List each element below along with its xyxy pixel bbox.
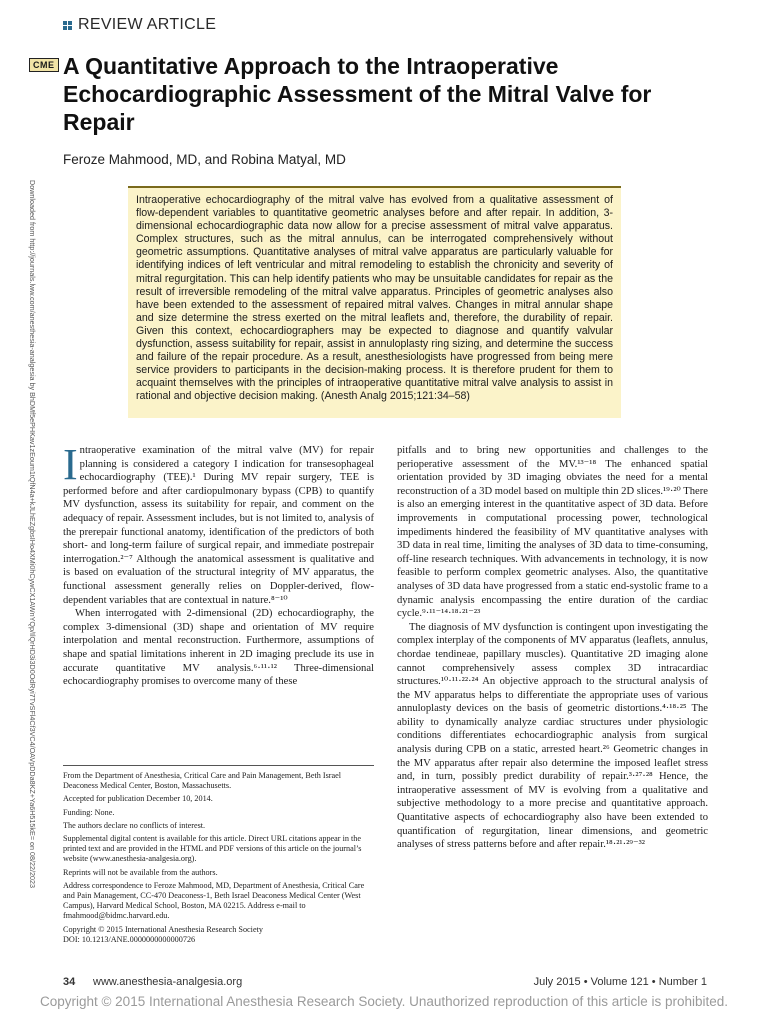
footnote-affiliation: From the Department of Anesthesia, Critical Care and Pain Management, Beth Israel Deaconess Medical Center, Boston, Massachusetts. bbox=[63, 771, 342, 791]
body-text: ntraoperative examination of the mitral valve (MV) for repair planning is considered a category I indication for transesophageal echocardiography (TEE).¹ During MV repair surgery, TEE is performed before and after cardiopulmonary bypass (CPB) to quantify MV dysfunction, assess its suitability for repair, and comment on the adequacy of repair. Assessment includes, but is not limited to, analysis of the prerepair functional anatomy, identification of the predictors of both short- and long-term failure of surgical repair, and immediate postrepair interrogation.²⁻⁷ Although the anatomical assessment is qualitative and is based on evaluation of the structural integrity of MV apparatus, the functional assessment generally relies on Doppler-derived, flow-dependent variables that are contextual in nature.⁸⁻¹⁰ bbox=[63, 445, 374, 606]
body-column-right bbox=[397, 444, 708, 852]
section-label-text: REVIEW ARTICLE bbox=[78, 16, 217, 33]
page-number: 34 bbox=[63, 976, 76, 988]
abstract-citation: (Anesth Analg 2015;121:34–58) bbox=[320, 390, 470, 403]
body-paragraph: When interrogated with 2-dimensional (2D) echocardiography, the complex 3-dimensional (3D) shape and orientation of MV require interpolation and mental reconstruction. Furthermore, assumptions of shape and spatial limitations inherent in 2D imaging preclude its use in accurate quantitative MV analysis.⁶·¹¹·¹² Three-dimensional echocardiography promises to overcome many of these bbox=[63, 608, 374, 688]
body-paragraph: The diagnosis of MV dysfunction is contingent upon investigating the complex interplay of the components of MV apparatus (leaflets, annulus, chordae tendineae, papillary muscles). Quantitative 2D imaging alone cannot comprehensively assess complex 3D intracardiac structures.¹⁰·¹¹·²²·²⁴ An objective approach to the structural analysis of the MV apparatus helps to differentiate the appropriate uses of various annuloplasty devices on the basis of geometric distortions.⁴·¹⁸·²⁵ The ability to dynamically analyze cardiac structures under physiologic conditions differentiates echocardiographic analysis from surgical analysis during CPB on a static, arrested heart.²⁶ Geometric changes in the MV apparatus after repair also determine the imposed leaflet stress and, in turn, possibly predict durability of repair.³·²⁷·²⁸ Hence, the intraoperative assessment of MV is evolving from a qualitative and subjective methodology to a more precise and quantitative approach. Quantitative aspects of echocardiography also have been extended to quantification of regurgitation, linear dimensions, and geometric analyses of stress patterns before and after repair.¹⁸·²¹·²⁹⁻³² bbox=[397, 621, 708, 851]
footnote-doi: DOI: 10.1213/ANE.0000000000000726 bbox=[63, 934, 196, 944]
footnotes bbox=[63, 765, 374, 945]
copyright-banner: Copyright © 2015 International Anesthesia Research Society. Unauthorized reproduction of this article is prohibited. bbox=[39, 994, 729, 1009]
article-title: A Quantitative Approach to the Intraoperative Echocardiographic Assessment of the Mitral Valve for Repair bbox=[63, 53, 652, 135]
section-label bbox=[63, 16, 216, 34]
footnote-correspondence: Address correspondence to Feroze Mahmood, MD, Department of Anesthesia, Critical Care and Pain Management, CC-470 Deaconess-1, Beth Israel Deaconess Medical Center (West Campus), Harvard Medical School, Boston, MA 02215. Address e-mail to fmahmood@bidmc.harvard.edu. bbox=[63, 880, 365, 921]
footnote-conflicts: The authors declare no conflicts of interest. bbox=[63, 820, 206, 830]
footnote-funding: Funding: None. bbox=[63, 807, 115, 817]
issue-info: July 2015 • Volume 121 • Number 1 bbox=[533, 976, 707, 988]
abstract-paragraph bbox=[136, 194, 613, 404]
footnote-accepted: Accepted for publication December 10, 2014. bbox=[63, 794, 213, 804]
download-side-note bbox=[22, 180, 37, 888]
download-side-note-text: Downloaded from http://journals.lww.com/anesthesia-analgesia by BhDMf5ePHKav1zEoum1tQfN4a+kJLhEZgbsIHo4XMi0hCywCX1AWnYQp/IlQrHD3i3D0OdRyi7TvSFl4Cf3VC4/OAVpDDa8KZ+Ya6H515kE= on 08/22/2023 bbox=[28, 180, 37, 888]
abstract-text: Intraoperative echocardiography of the mitral valve has evolved from a qualitative assessment of flow-dependent variables to quantitative geometric analyses before and after repair. In addition, 3-dimensional echocardiographic data now allow for a precise assessment of mitral valve apparatus. Complex structures, such as the mitral annulus, can be interrogated comprehensively without geometric assumptions. Quantitative analyses of mitral valve apparatus are particularly valuable for identifying indices of left ventricular and mitral remodeling to establish the chronicity and severity of mitral regurgitation. This can help identify patients who may be unsuitable candidates for repair as the result of irreversible remodeling of the mitral valve apparatus. Principles of geometric analyses also have been extended to the assessment of repaired mitral valves. Changes in mitral annular shape and size determine the stress exerted on the mitral leaflets and, therefore, the durability of repair. Given this context, echocardiographers may be expected to diagnose and quantify valvular dysfunction, assess suitability for repair, assist in annuloplasty ring sizing, and determine the success and failure of the repair procedure. As a result, anesthesiologists have progressed from being mere service providers to participants in the decision-making process. It is therefore prudent for them to acquaint themselves with the principles of intraoperative quantitative mitral valve analysis to assist in rational and objective decision making. bbox=[136, 194, 613, 403]
cme-badge: CME bbox=[29, 58, 59, 72]
footnote-reprints: Reprints will not be available from the authors. bbox=[63, 867, 218, 877]
body-paragraph bbox=[63, 440, 374, 607]
body-paragraph: pitfalls and to bring new opportunities and challenges to the perioperative assessment of the MV.¹³⁻¹⁸ The enhanced spatial orientation provided by 3D imaging obviates the need for a mental reconstruction of a 3D model based on multiple thin 2D slices.¹⁹·²⁰ There is also an emerging interest in the quantitative aspect of 3D data. Before improvements in computational processing power, technological impediments hindered the feasibility of MV quantitative analyses with 3D data in real time, limiting the analyses of 3D data to time-consuming, off-line research techniques. With advancements in technology, it is now feasible to perform complex geometric analyses. Also, the quantitative analyses of 3D data have progressed from a static end-systolic frame to a dynamic analysis encompassing the entire duration of the cardiac cycle.⁹·¹¹⁻¹⁴·¹⁸·²¹⁻²³ bbox=[397, 445, 708, 620]
body-column-left bbox=[63, 440, 374, 689]
journal-url: www.anesthesia-analgesia.org bbox=[93, 976, 243, 988]
drop-cap: I bbox=[63, 440, 78, 489]
article-authors: Feroze Mahmood, MD, and Robina Matyal, MD bbox=[63, 152, 346, 167]
grid-squares-icon bbox=[63, 21, 72, 30]
footnote-supplemental: Supplemental digital content is available for this article. Direct URL citations appear in the printed text and are provided in the HTML and PDF versions of this article on the journal’s website (www.anesthesia-analgesia.org). bbox=[63, 834, 362, 864]
footnote-copyright: Copyright © 2015 International Anesthesia Research Society bbox=[63, 924, 263, 934]
abstract-box bbox=[128, 186, 621, 418]
